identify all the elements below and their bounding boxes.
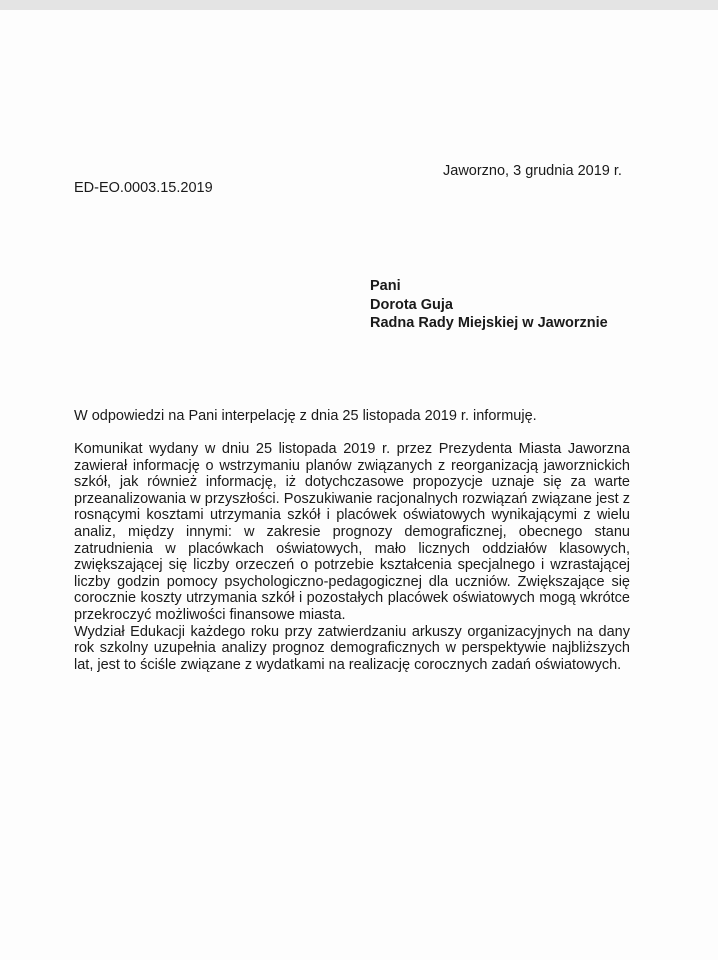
letter-body [74, 441, 630, 673]
body-paragraph-1: Komunikat wydany w dniu 25 listopada 2019 r. przez Prezydenta Miasta Jaworzna zawierał informację o wstrzymaniu planów związanych z reorganizacją jaworznickich szkół, jak również informację, iż dotychczasowe propozycje uznaje się za warte przeanalizowania w przyszłości. Poszukiwanie racjonalnych rozwiązań związane jest z rosnącymi kosztami utrzymania szkół i placówek oświatowych wynikającymi z wielu analiz, między innymi: w zakresie prognozy demograficznej, obecnego stanu zatrudnienia w placówkach oświatowych, mało licznych oddziałów klasowych, zwiększającej się liczby orzeczeń o potrzebie kształcenia specjalnego i wzrastającej liczby godzin pomocy psychologiczno-pedagogicznej dla uczniów. Zwiększające się corocznie koszty utrzymania szkół i pozostałych placówek oświatowych mogą wkrótce przekroczyć możliwości finansowe miasta. [74, 441, 630, 623]
recipient-block [370, 277, 608, 333]
place-date: Jaworzno, 3 grudnia 2019 r. [443, 163, 622, 179]
intro-sentence: W odpowiedzi na Pani interpelację z dnia 25 listopada 2019 r. informuję. [74, 408, 537, 424]
reference-number: ED-EO.0003.15.2019 [74, 180, 213, 196]
top-border [0, 0, 718, 10]
recipient-title: Radna Rady Miejskiej w Jaworznie [370, 315, 608, 331]
recipient-salutation: Pani [370, 278, 401, 294]
recipient-name: Dorota Guja [370, 296, 453, 313]
body-paragraph-2: Wydział Edukacji każdego roku przy zatwierdzaniu arkuszy organizacyjnych na dany rok szkolny uzupełnia analizy prognoz demograficznych w perspektywie najbliższych lat, jest to ściśle związane z wydatkami na realizację corocznych zadań oświatowych. [74, 623, 630, 673]
